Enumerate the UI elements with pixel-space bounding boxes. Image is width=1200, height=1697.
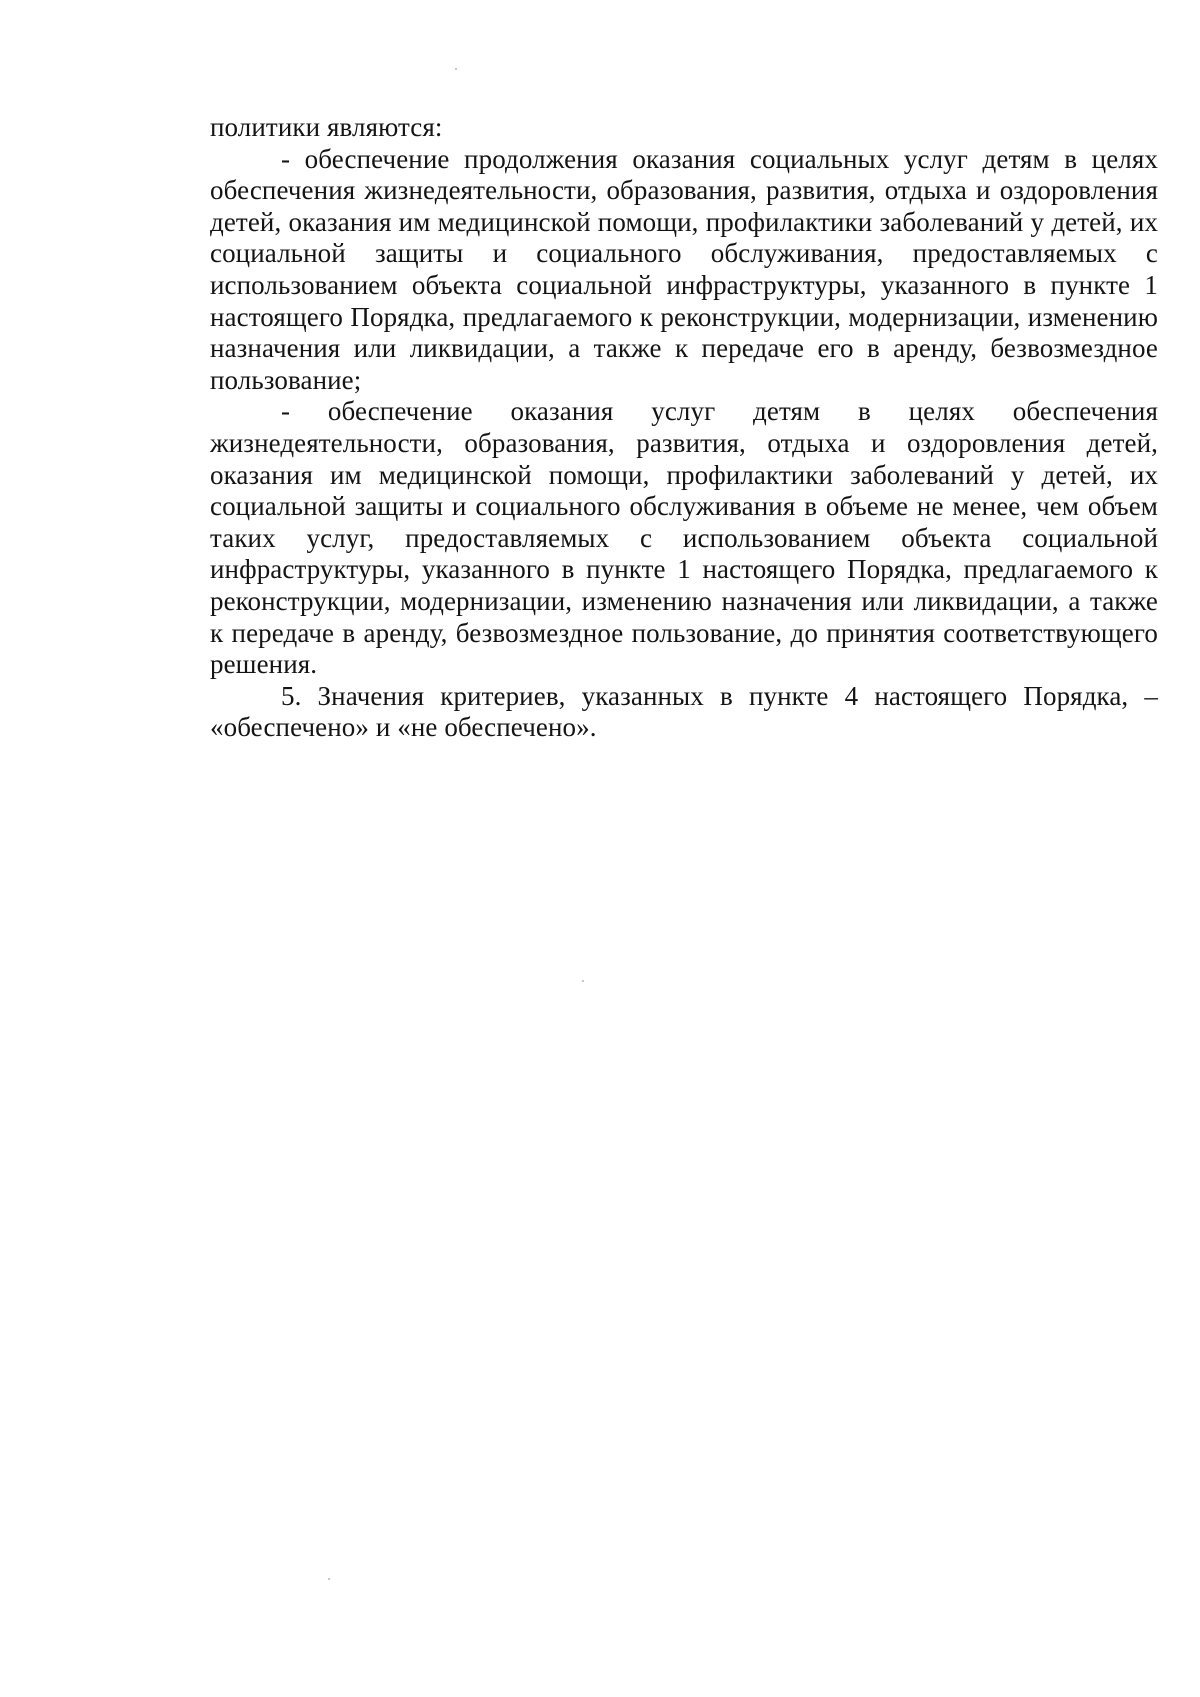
document-body xyxy=(210,112,1158,744)
scan-speck xyxy=(328,1578,330,1580)
scan-speck xyxy=(455,68,457,70)
paragraph-criterion-1: - обеспечение продолжения оказания социальных услуг детям в целях обеспечения жизнедеятельности, образования, развития, отдыха и оздоровления детей, оказания им медицинской помощи, профилактики заболеваний у детей, их социальной защиты и социального обслуживания, предоставляемых с использованием объекта социальной инфраструктуры, указанного в пункте 1 настоящего Порядка, предлагаемого к реконструкции, модернизации, изменению назначения или ликвидации, а также к передаче его в аренду, безвозмездное пользование; xyxy=(210,143,1158,395)
paragraph-criterion-2: - обеспечение оказания услуг детям в целях обеспечения жизнедеятельности, образования, развития, отдыха и оздоровления детей, оказания им медицинской помощи, профилактики заболеваний у детей, их социальной защиты и социального обслуживания в объеме не менее, чем объем таких услуг, предоставляемых с использованием объекта социальной инфраструктуры, указанного в пункте 1 настоящего Порядка, предлагаемого к реконструкции, модернизации, изменению назначения или ликвидации, а также к передаче в аренду, безвозмездное пользование, до принятия соответствующего решения. xyxy=(210,396,1158,680)
paragraph-item-5: 5. Значения критериев, указанных в пункте 4 настоящего Порядка, – «обеспечено» и «не обеспечено». xyxy=(210,680,1158,743)
paragraph-continuation: политики являются: xyxy=(210,112,443,142)
scan-speck xyxy=(582,980,584,982)
